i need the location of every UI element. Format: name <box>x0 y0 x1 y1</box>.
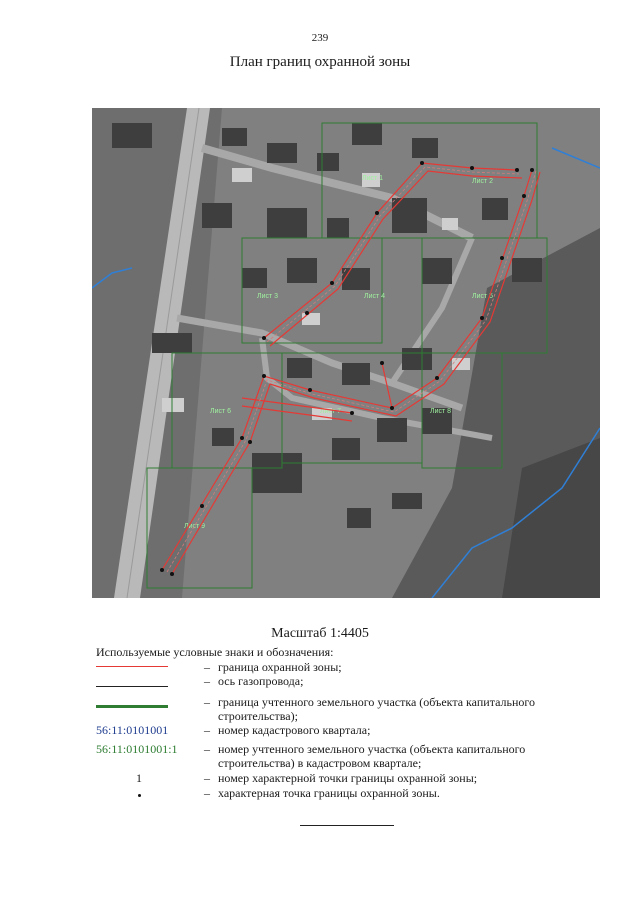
legend-dash: – <box>204 771 210 785</box>
legend-symbol <box>96 695 176 709</box>
legend-desc: граница охранной зоны; <box>218 660 342 674</box>
sheet-label: Лист 4 <box>364 293 386 300</box>
aerial-map[interactable] <box>92 108 600 598</box>
sheet-label: Лист 8 <box>430 408 452 415</box>
legend-desc: номер учтенного земельного участка (объекта капитального строительства) в кадастровом квартале; <box>218 742 526 770</box>
legend-dash: – <box>204 786 210 800</box>
legend-dash: – <box>204 723 210 737</box>
legend-code: 56:11:0101001:1 <box>96 742 178 756</box>
legend-symbol <box>96 674 176 688</box>
page-title: План границ охранной зоны <box>229 54 411 70</box>
sheet-label: Лист 6 <box>210 408 232 415</box>
legend-dash: – <box>204 660 210 674</box>
legend-heading: Используемые условные знаки и обозначения: <box>96 645 334 659</box>
sheet-label: Лист 9 <box>184 523 206 530</box>
sheet-label: Лист 1 <box>362 175 384 182</box>
legend-desc: ось газопровода; <box>218 674 304 688</box>
point-number-symbol: 1 <box>136 771 142 785</box>
legend-symbol <box>96 786 176 800</box>
footer-divider <box>300 825 394 826</box>
black-line-symbol <box>96 686 168 687</box>
legend-code: 56:11:0101001 <box>96 723 169 737</box>
sheet-label: Лист 3 <box>257 293 279 300</box>
legend-dash: – <box>204 674 210 688</box>
map-scale: Масштаб 1:4405 <box>271 626 369 641</box>
map-canvas <box>92 108 600 598</box>
point-dot-symbol <box>138 794 141 797</box>
red-line-symbol <box>96 666 168 667</box>
legend-desc: номер характерной точки границы охранной зоны; <box>218 771 478 785</box>
sheet-label: Лист 2 <box>472 178 494 185</box>
legend-symbol <box>96 660 176 674</box>
green-line-symbol <box>96 705 168 708</box>
page-number: 239 <box>311 32 329 44</box>
legend-dash: – <box>204 695 210 709</box>
sheet-label: Лист 7 <box>320 408 342 415</box>
legend-desc: характерная точка границы охранной зоны. <box>218 786 440 800</box>
legend-dash: – <box>204 742 210 756</box>
sheet-label: Лист 5 <box>472 293 494 300</box>
legend-symbol <box>96 771 176 785</box>
legend-desc: граница учтенного земельного участка (объекта капитального строительства); <box>218 695 536 723</box>
legend-desc: номер кадастрового квартала; <box>218 723 371 737</box>
